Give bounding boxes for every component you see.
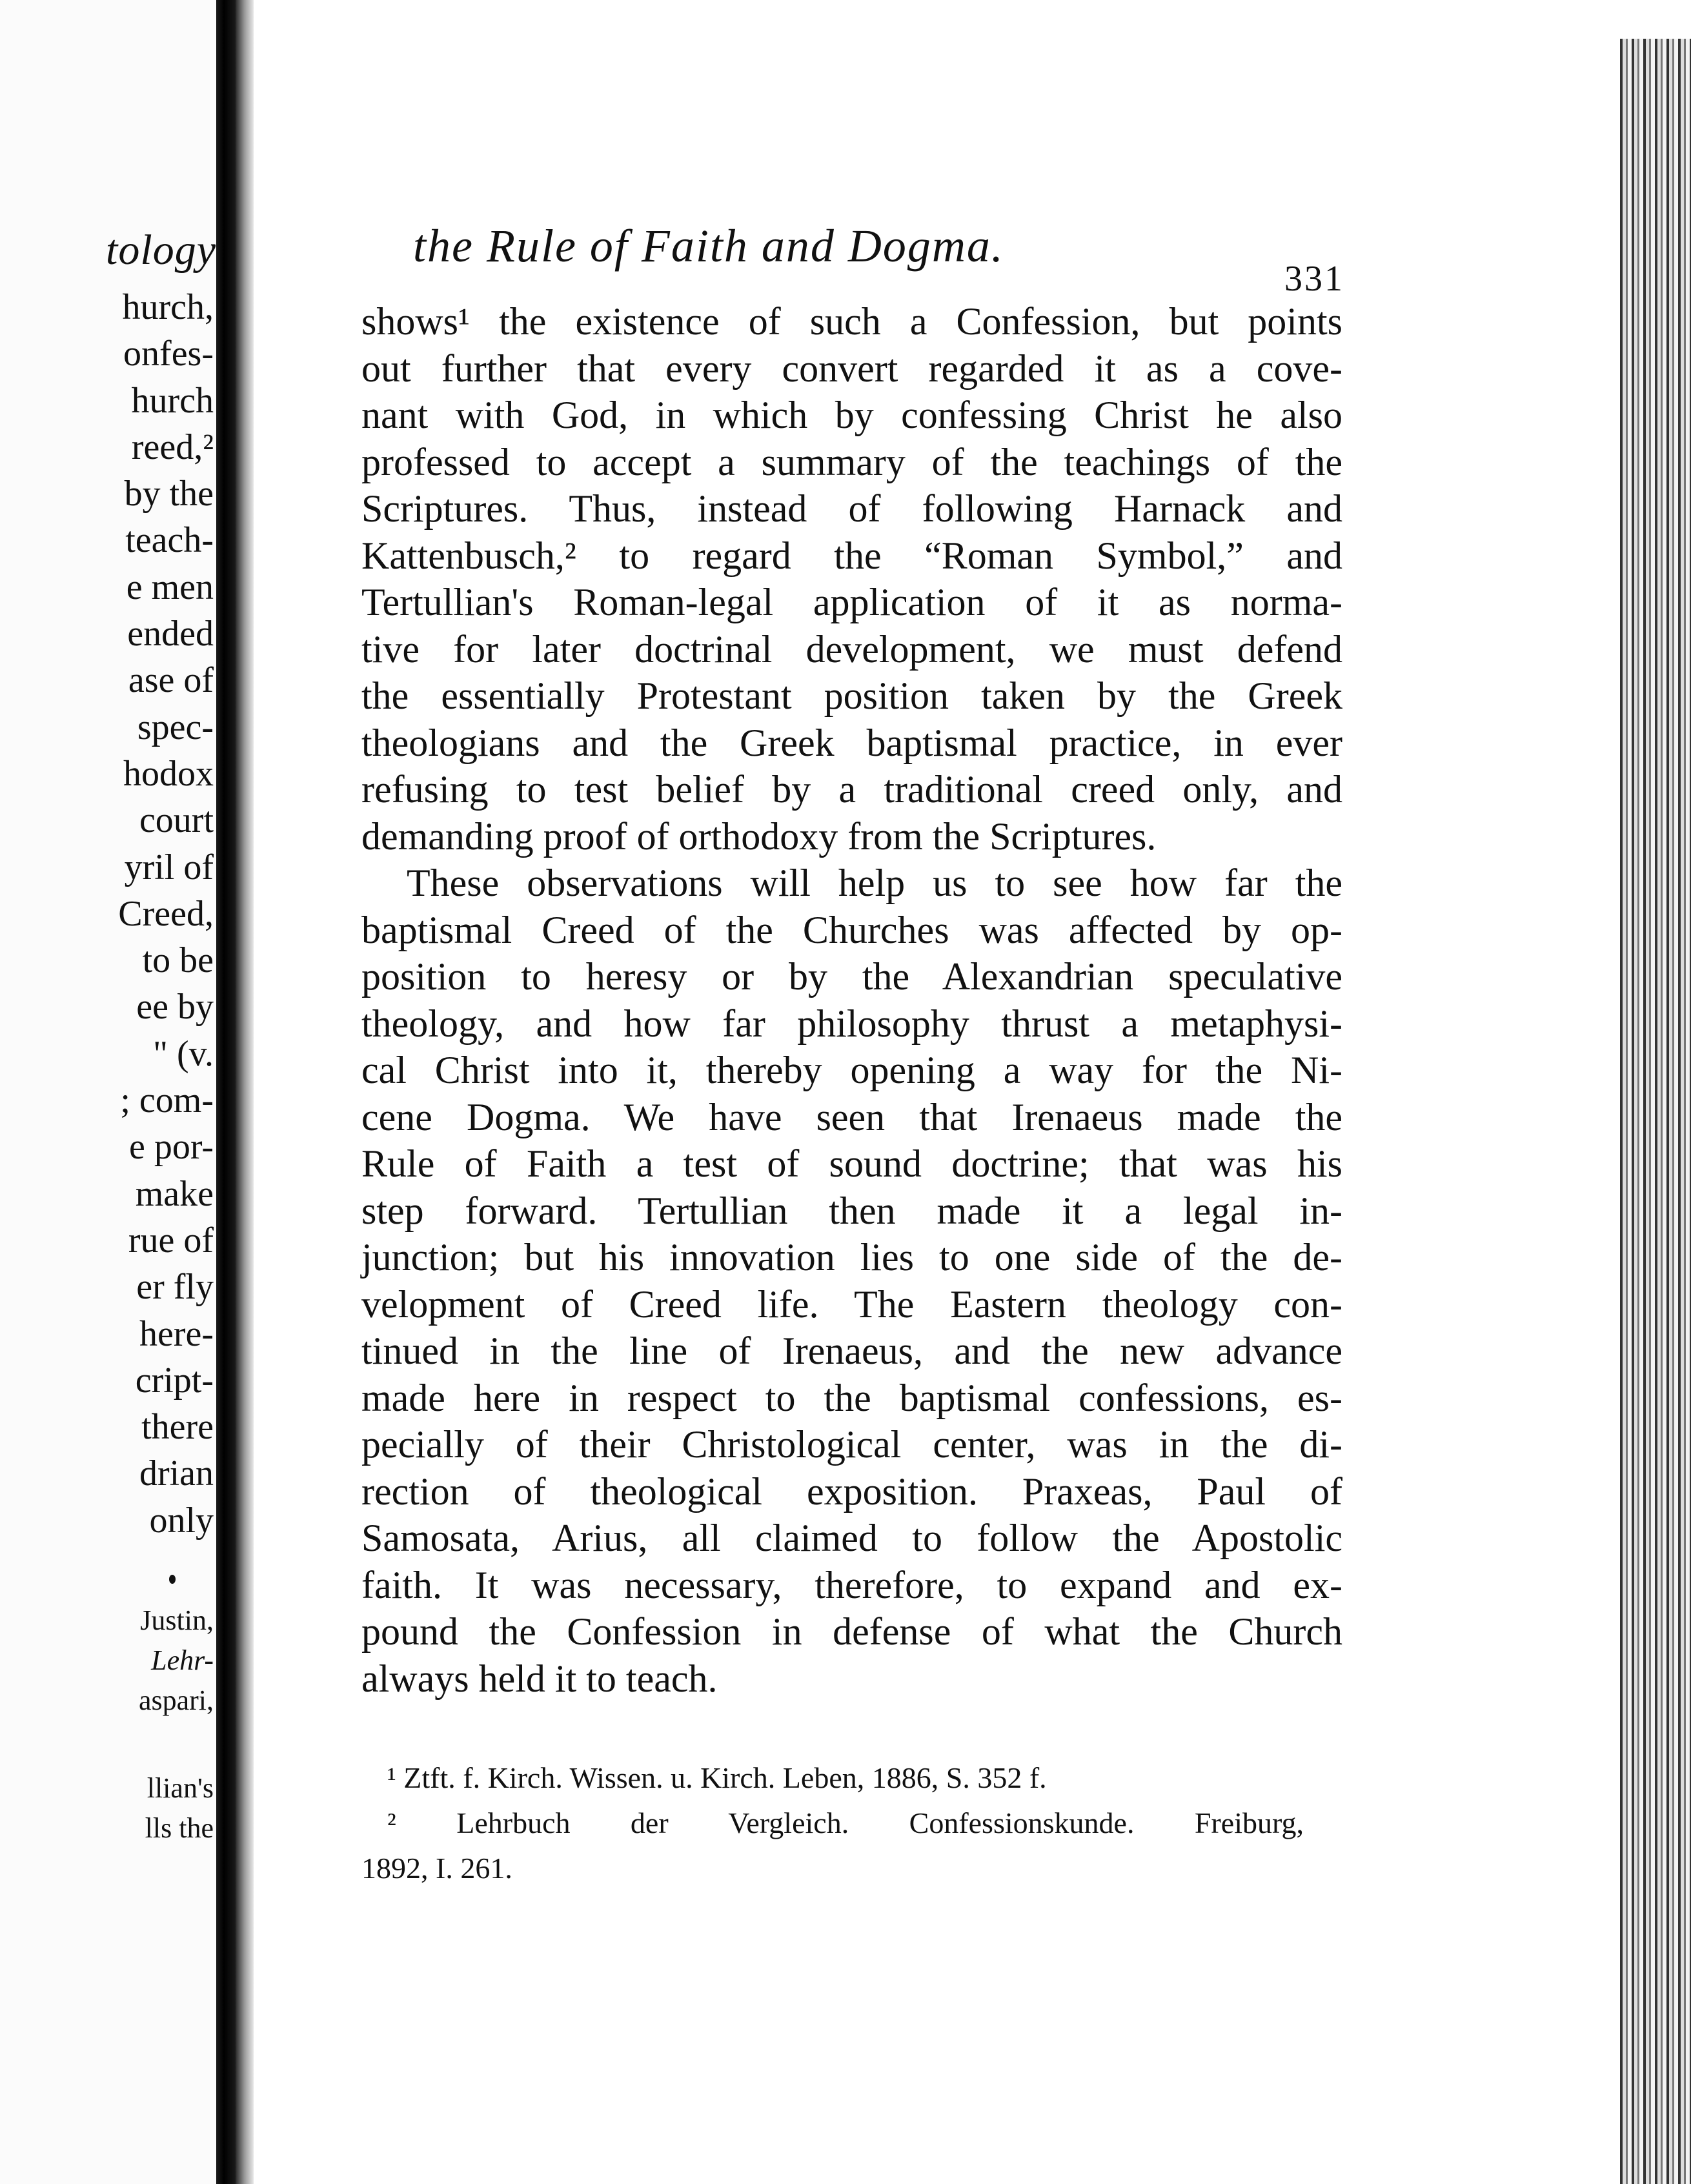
left-page-running-head: tology: [106, 227, 216, 274]
text-line: out further that every convert regarded it as a cove-: [361, 347, 1342, 390]
text-line: theologians and the Greek baptismal practice, in ever: [361, 721, 1342, 764]
text-line: nant with God, in which by confessing Christ he also: [361, 394, 1342, 436]
left-line: e men: [126, 567, 214, 607]
text-line: rection of theological exposition. Praxeas, Paul of: [361, 1470, 1342, 1513]
left-line: e por-: [128, 1127, 214, 1168]
page-edges-top: [1617, 0, 1691, 39]
left-line: hodox: [123, 753, 214, 794]
footnote-2-cont: 1892, I. 261.: [361, 1852, 512, 1885]
left-line: court: [139, 800, 214, 841]
text-line: shows¹ the existence of such a Confession, but points: [361, 300, 1342, 343]
footnotes: [361, 1755, 1304, 1891]
text-line: refusing to test belief by a traditional creed only, and: [361, 768, 1342, 811]
left-note-line: aspari,: [138, 1684, 214, 1716]
page-number: 331: [1284, 259, 1344, 299]
text-line: Rule of Faith a test of sound doctrine; that was his: [361, 1142, 1342, 1185]
left-line: hurch: [131, 380, 214, 421]
text-line: pecially of their Christological center, was in the di-: [361, 1423, 1342, 1466]
left-line: " (v.: [153, 1033, 214, 1074]
text-line: Samosata, Arius, all claimed to follow the Apostolic: [361, 1517, 1342, 1559]
left-page-text: [118, 284, 214, 1544]
text-line: faith. It was necessary, therefore, to expand and ex-: [361, 1563, 1342, 1606]
footnote-1: ¹ Ztft. f. Kirch. Wissen. u. Kirch. Leben, 1886, S. 352 f.: [387, 1761, 1047, 1794]
left-note-line: Lehr-: [151, 1644, 214, 1676]
text-line: Tertullian's Roman-legal application of it as norma-: [361, 581, 1342, 623]
left-line: make: [135, 1173, 214, 1214]
left-note-line: lls the: [145, 1812, 214, 1844]
text-line: tive for later doctrinal development, we must defend: [361, 627, 1342, 671]
left-line: ase of: [128, 660, 214, 701]
text-line: velopment of Creed life. The Eastern theology con-: [361, 1282, 1342, 1326]
text-line: the essentially Protestant position taken by the Greek: [361, 674, 1342, 717]
gutter-shadow: [236, 0, 254, 2184]
footnote-2: ² Lehrbuch der Vergleich. Confessionskunde. Freiburg,: [387, 1806, 1304, 1839]
left-line: onfes-: [123, 334, 214, 374]
left-line: only: [149, 1500, 214, 1541]
text-line: always held it to teach.: [361, 1657, 718, 1700]
left-line: rue of: [128, 1220, 214, 1260]
left-line: ; com-: [120, 1080, 214, 1121]
left-line: teach-: [125, 520, 214, 561]
page-edges: [1620, 26, 1691, 2184]
text-line: professed to accept a summary of the teachings of the: [361, 440, 1342, 483]
text-line: theology, and how far philosophy thrust a metaphysi-: [361, 1002, 1342, 1045]
text-line: cal Christ into it, thereby opening a way for the Ni-: [361, 1049, 1342, 1091]
left-note-line: Justin,: [140, 1604, 214, 1636]
ink-mark: [169, 1575, 176, 1584]
text-line: pound the Confession in defense of what the Church: [361, 1610, 1342, 1653]
text-line: These observations will help us to see how far the: [407, 862, 1342, 904]
text-line: Scriptures. Thus, instead of following Harnack and: [361, 487, 1342, 530]
left-page-footnotes: [139, 1601, 214, 1721]
left-line: here-: [139, 1313, 214, 1354]
left-line: ee by: [136, 987, 214, 1027]
left-line: Creed,: [118, 893, 214, 934]
left-line: to be: [142, 940, 214, 981]
left-line: drian: [139, 1453, 214, 1494]
book-gutter: [216, 0, 236, 2184]
left-line: reed,²: [131, 427, 214, 467]
left-line: there: [141, 1407, 214, 1448]
left-page-footnotes-2: [145, 1768, 214, 1848]
left-line: spec-: [137, 707, 214, 747]
left-note-line: llian's: [147, 1772, 214, 1804]
left-line: cript-: [135, 1360, 214, 1400]
left-line: by the: [124, 474, 214, 514]
left-line: ended: [127, 614, 214, 654]
text-line: baptismal Creed of the Churches was affected by op-: [361, 908, 1342, 951]
text-line: demanding proof of orthodoxy from the Scriptures.: [361, 814, 1157, 858]
text-line: step forward. Tertullian then made it a legal in-: [361, 1189, 1342, 1232]
running-head: the Rule of Faith and Dogma.: [413, 220, 1004, 272]
body-text: [361, 298, 1342, 1702]
text-line: cene Dogma. We have seen that Irenaeus made the: [361, 1095, 1342, 1138]
text-line: junction; but his innovation lies to one side of the de-: [361, 1236, 1342, 1279]
left-line: er fly: [136, 1267, 214, 1308]
text-line: position to heresy or by the Alexandrian speculative: [361, 955, 1342, 998]
text-line: tinued in the line of Irenaeus, and the new advance: [361, 1330, 1342, 1372]
left-line: hurch,: [122, 287, 214, 327]
text-line: Kattenbusch,² to regard the “Roman Symbol,” and: [361, 534, 1342, 577]
left-page: [0, 0, 216, 2184]
text-line: made here in respect to the baptismal confessions, es-: [361, 1376, 1342, 1419]
left-line: yril of: [124, 847, 214, 887]
